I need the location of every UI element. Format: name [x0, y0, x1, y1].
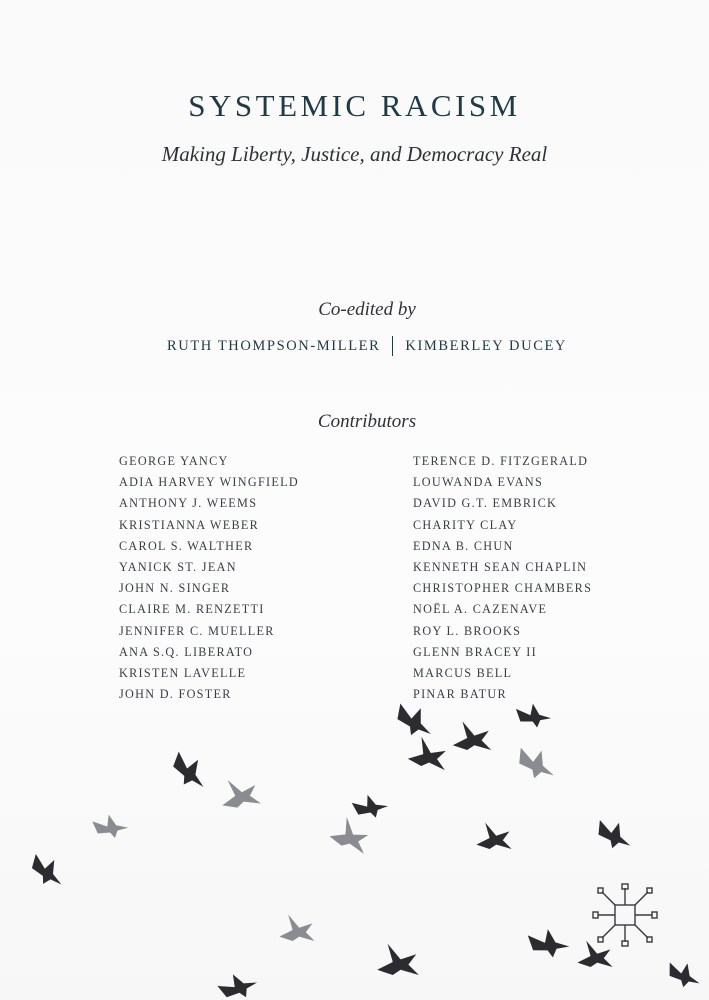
contributor-name: JENNIFER C. MUELLER: [119, 623, 275, 638]
contributor-name: ADIA HARVEY WINGFIELD: [119, 475, 300, 490]
contributor-name: CAROL S. WALTHER: [119, 538, 254, 553]
contributor-name: ANA S.Q. LIBERATO: [119, 644, 254, 659]
contributor-name: JOHN N. SINGER: [119, 581, 231, 596]
contributor-name: KENNETH SEAN CHAPLIN: [413, 559, 588, 574]
book-subtitle: Making Liberty, Justice, and Democracy Real: [161, 142, 548, 166]
contributor-name: TERENCE D. FITZGERALD: [413, 454, 589, 468]
contributor-name: NOËL A. CAZENAVE: [413, 602, 548, 617]
contributors-label: Contributors: [317, 411, 417, 432]
contributor-name: JOHN D. FOSTER: [119, 687, 232, 702]
contributor-name: EDNA B. CHUN: [413, 538, 514, 553]
contributor-name: GEORGE YANCY: [119, 454, 229, 468]
contributor-name: ANTHONY J. WEEMS: [119, 496, 258, 511]
bird-flock: [26, 701, 703, 1000]
contributor-name: CLAIRE M. RENZETTI: [119, 602, 265, 617]
editor-name: KIMBERLEY DUCEY: [405, 337, 567, 354]
contributor-name: GLENN BRACEY II: [413, 644, 537, 659]
contributor-name: ROY L. BROOKS: [413, 623, 522, 638]
coedited-label: Co-edited by: [318, 299, 416, 320]
editor-name: RUTH THOMPSON-MILLER: [166, 337, 381, 354]
contributor-name: MARCUS BELL: [413, 665, 513, 680]
book-title: SYSTEMIC RACISM: [188, 88, 521, 123]
contributor-name: KRISTEN LAVELLE: [119, 665, 247, 680]
contributor-name: YANICK ST. JEAN: [119, 559, 237, 574]
contributor-name: CHRISTOPHER CHAMBERS: [413, 581, 593, 596]
contributor-name: CHARITY CLAY: [413, 517, 518, 532]
contributor-name: LOUWANDA EVANS: [413, 475, 544, 490]
contributor-name: DAVID G.T. EMBRICK: [413, 496, 558, 511]
contributor-name: KRISTIANNA WEBER: [119, 517, 260, 532]
palgrave-macmillan-logo-icon: [590, 880, 660, 950]
contributor-name: PINAR BATUR: [413, 687, 507, 702]
